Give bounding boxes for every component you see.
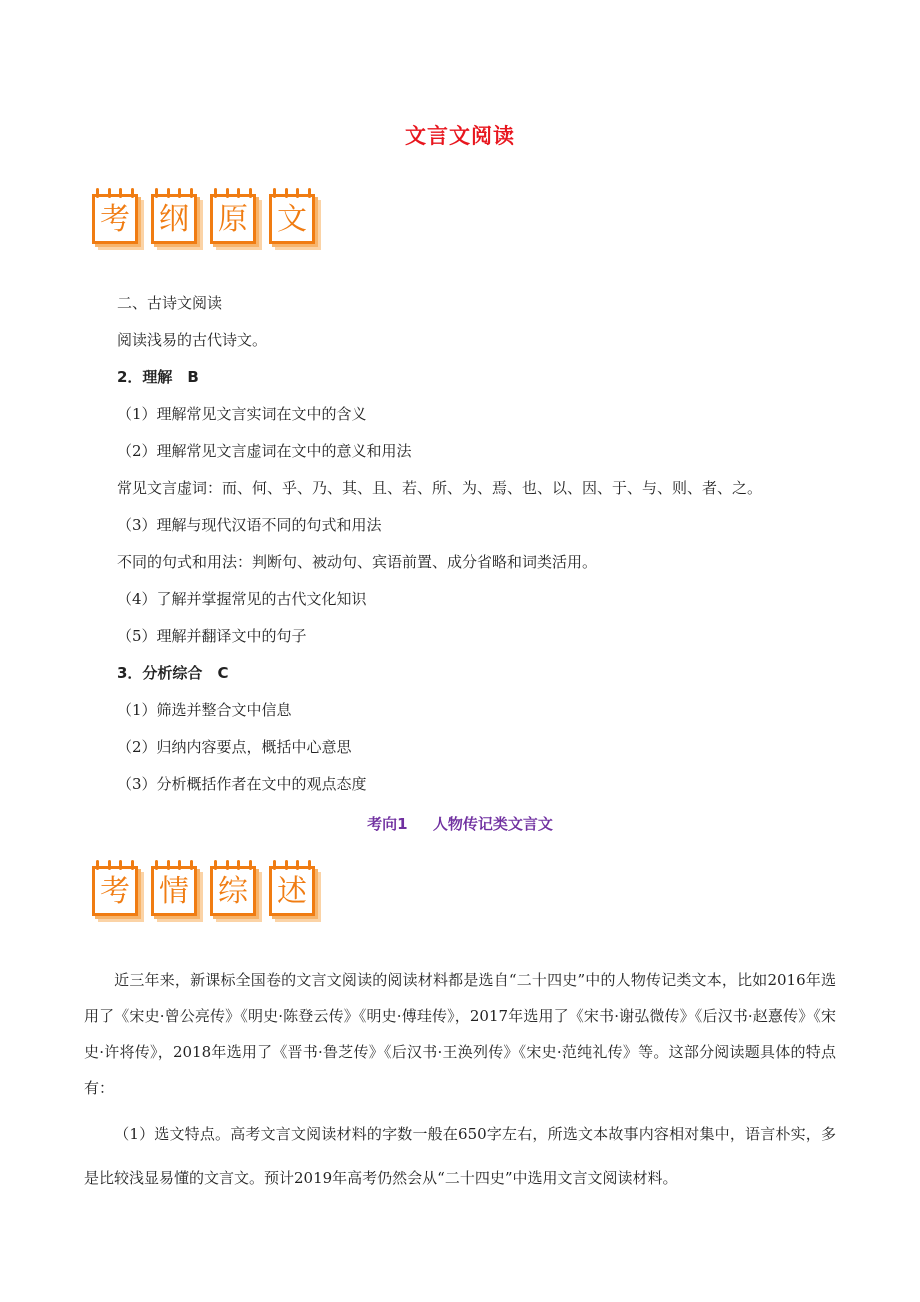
syllabus-line: 2．理解 B — [117, 368, 199, 386]
syllabus-line: （1）筛选并整合文中信息 — [117, 701, 292, 719]
banner-tile — [92, 188, 145, 248]
banner-char: 考 — [100, 874, 130, 909]
page-title: 文言文阅读 — [405, 124, 515, 148]
banner-char: 情 — [159, 874, 189, 909]
banner-char: 纲 — [159, 202, 189, 237]
banner-char: 原 — [218, 202, 248, 237]
syllabus-line: 3．分析综合 C — [117, 664, 229, 682]
selection-paragraph — [84, 1112, 836, 1200]
syllabus-line: （5）理解并翻译文中的句子 — [117, 627, 307, 645]
banner-char: 考 — [100, 202, 130, 237]
syllabus-line: （4）了解并掌握常见的古代文化知识 — [117, 590, 367, 608]
banner-char: 文 — [277, 202, 307, 237]
selection-paragraph-text: （1）选文特点。高考文言文阅读材料的字数一般在650字左右，所选文本故事内容相对集中，语言朴实，多是比较浅显易懂的文言文。预计2019年高考仍然会从“二十四史”中选用文言文阅读材料。 — [84, 1125, 836, 1187]
syllabus-line: 阅读浅易的古代诗文。 — [117, 331, 268, 349]
banner-char: 综 — [218, 874, 248, 909]
banner-char: 述 — [277, 874, 307, 909]
banner-tile — [151, 860, 204, 920]
overview-banner — [92, 860, 322, 920]
syllabus-banner — [92, 188, 322, 248]
syllabus-line: （3）理解与现代汉语不同的句式和用法 — [117, 516, 382, 534]
syllabus-line: （1）理解常见文言实词在文中的含义 — [117, 405, 367, 423]
banner-tile — [151, 188, 204, 248]
banner-tile — [92, 860, 145, 920]
syllabus-line: 常见文言虚词：而、何、乎、乃、其、且、若、所、为、焉、也、以、因、于、与、则、者、之。 — [117, 479, 763, 497]
syllabus-line: 不同的句式和用法：判断句、被动句、宾语前置、成分省略和词类活用。 — [117, 553, 598, 571]
syllabus-line: （2）归纳内容要点，概括中心意思 — [117, 738, 352, 756]
banner-tile — [269, 860, 322, 920]
syllabus-line: （2）理解常见文言虚词在文中的意义和用法 — [117, 442, 412, 460]
overview-paragraph-text: 近三年来，新课标全国卷的文言文阅读的阅读材料都是选自“二十四史”中的人物传记类文本，比如2016年选用了《宋史·曾公亮传》《明史·陈登云传》《明史·傅珪传》，2017年选用了《宋书·谢弘微传》《后汉书·赵憙传》《宋史·许将传》，2018年选用了《晋书·鲁芝传》《后汉书·王涣列传》《宋史·范纯礼传》等。这部分阅读题具体的特点有： — [84, 971, 836, 1097]
section-subheading: 考向1 人物传记类文言文 — [367, 815, 553, 833]
banner-tile — [210, 188, 263, 248]
syllabus-line: （3）分析概括作者在文中的观点态度 — [117, 775, 367, 793]
overview-paragraph — [84, 962, 836, 1106]
syllabus-line: 二、古诗文阅读 — [117, 294, 223, 312]
banner-tile — [269, 188, 322, 248]
banner-tile — [210, 860, 263, 920]
